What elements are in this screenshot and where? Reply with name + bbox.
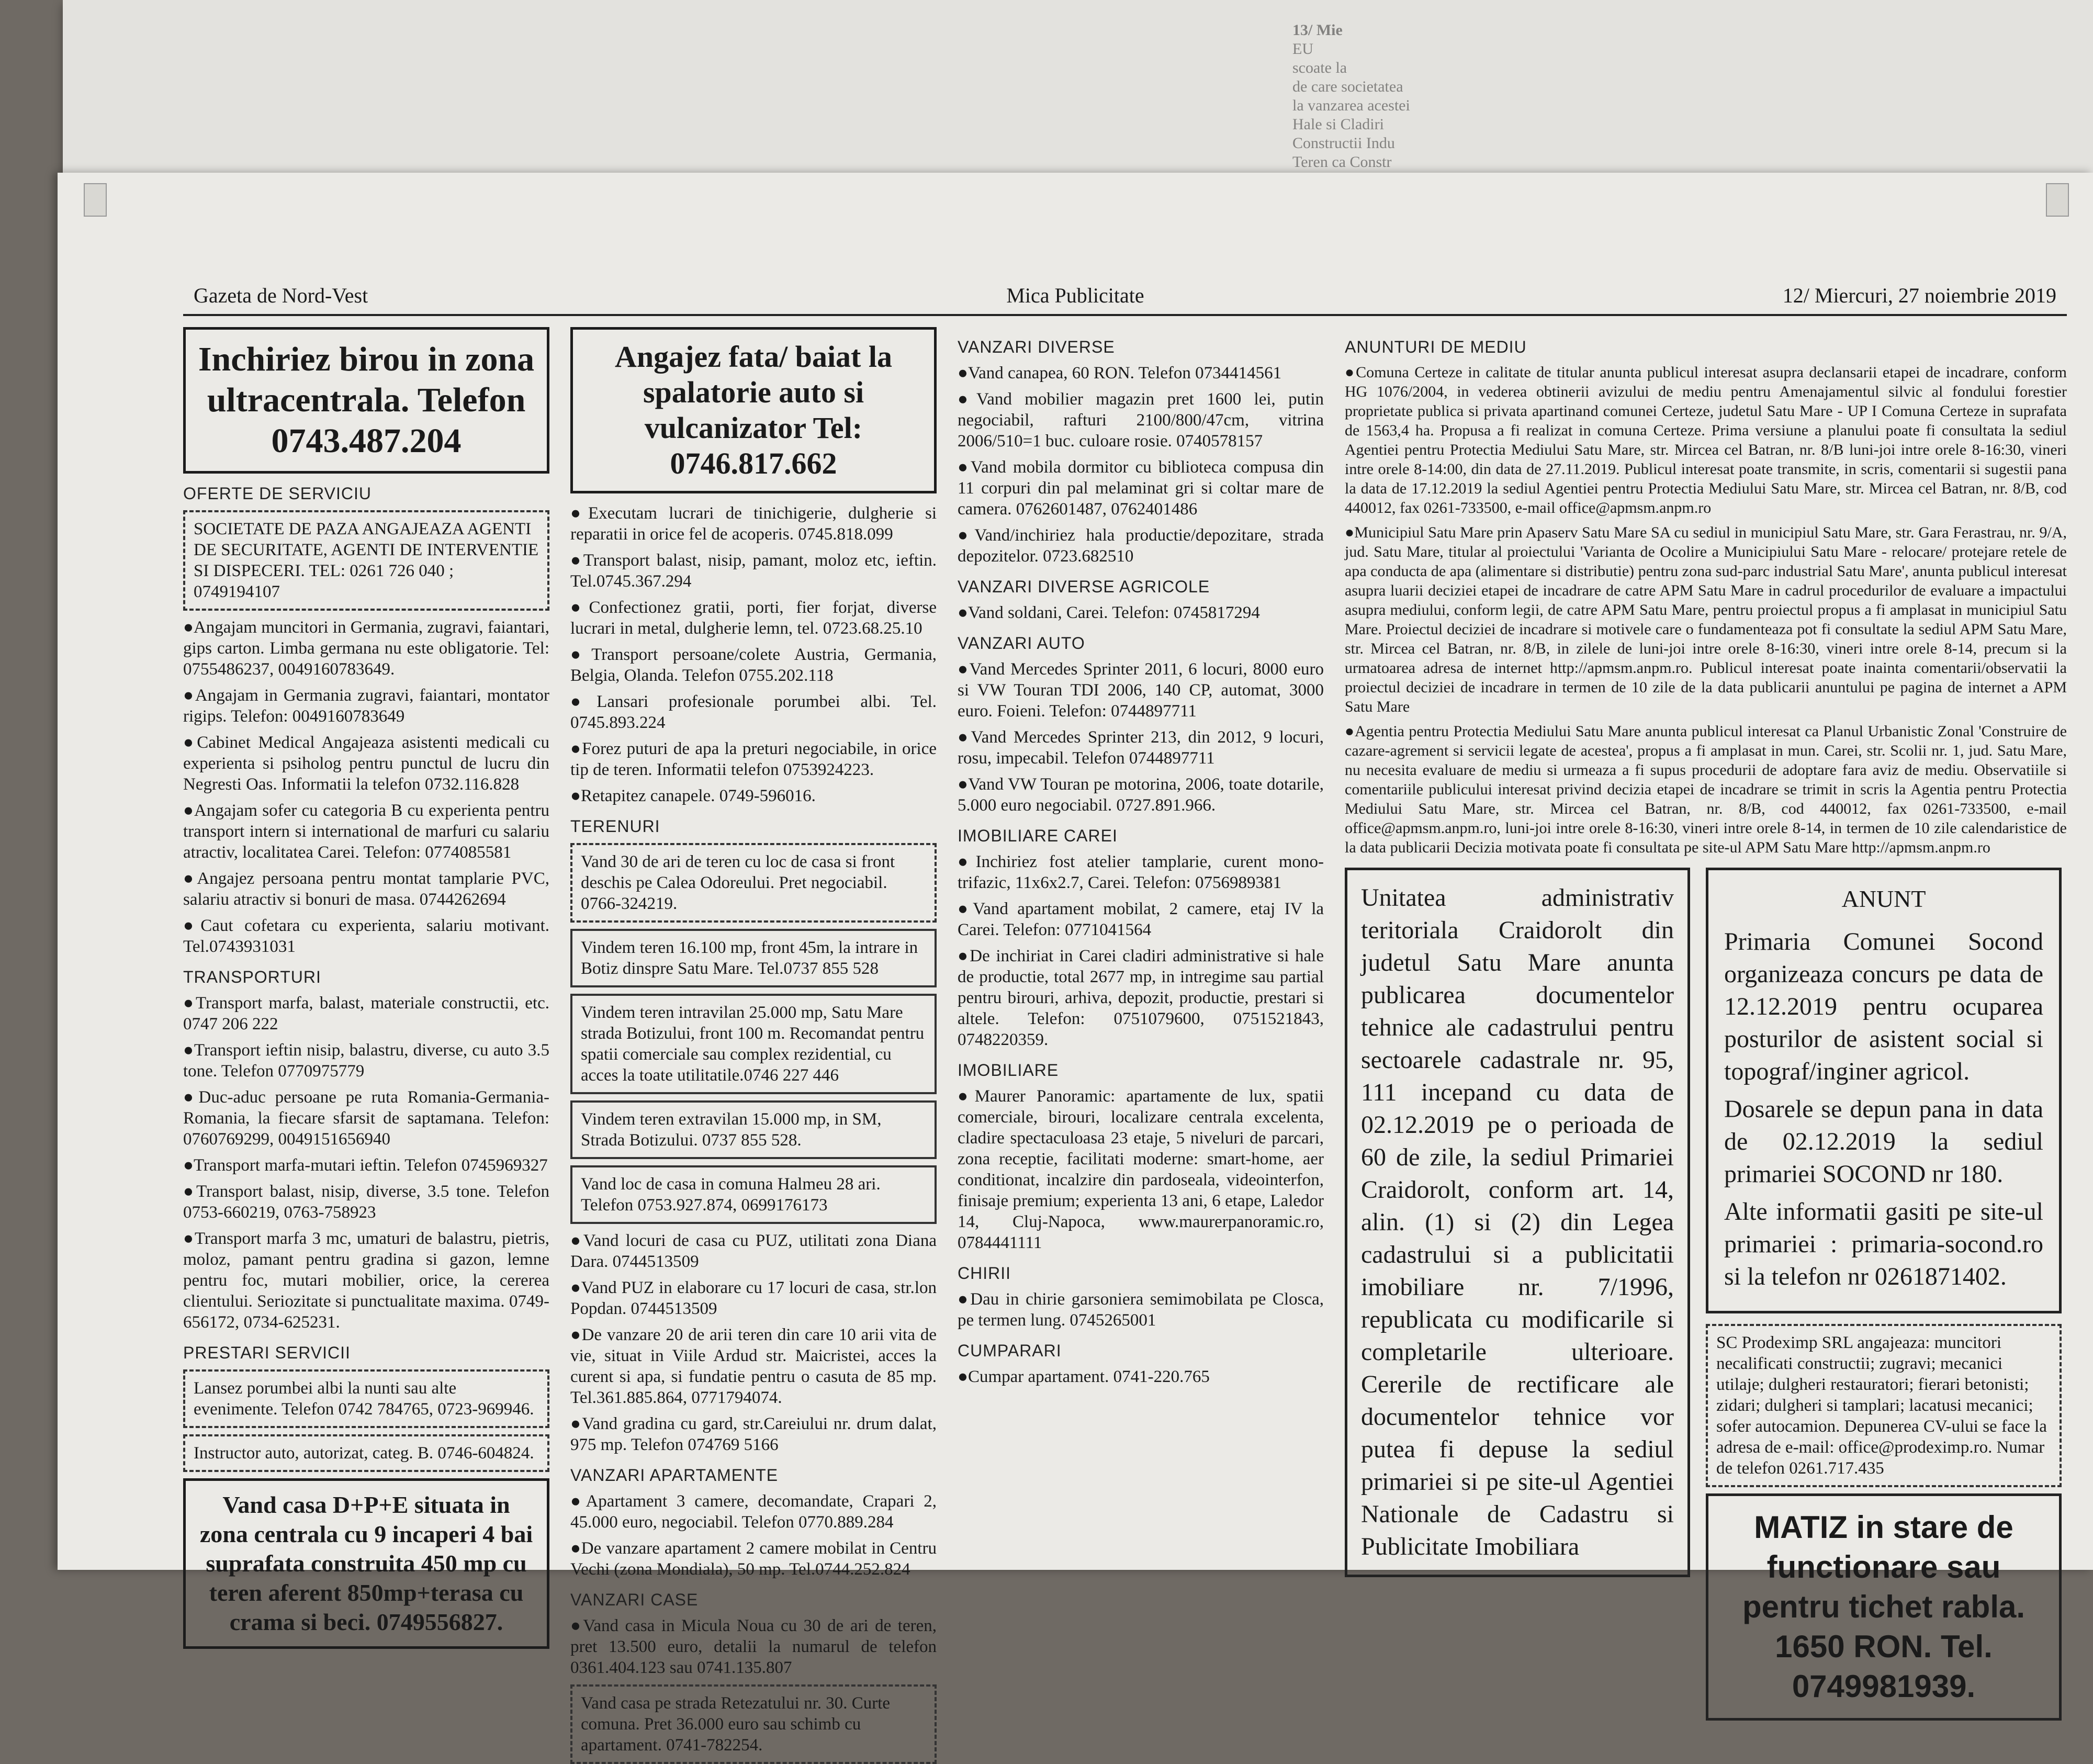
list-item: ● Apartament 3 camere, decomandate, Crapari 2, 45.000 euro, negociabil. Telefon 0770.889.284 — [570, 1491, 937, 1533]
back-page-line: scoate la — [1292, 59, 1347, 76]
ad-instructor: Instructor auto, autorizat, categ. B. 0746-604824. — [183, 1434, 549, 1472]
column-4 — [1345, 327, 2067, 1704]
ad-prodeximp: SC Prodeximp SRL angajeaza: muncitori necalificati constructii; zugravi; mecanici utilaje; dulgheri restauratori; fierari betonisti; zidari; dulgheri si tamplari; lacatusi mecanici; sofer autocamion. Depunerea CV-ului se face la adresa de e-mail: office@prodeximp.ro. Numar de telefon 0261.717.435 — [1706, 1324, 2062, 1487]
back-newspaper-page — [63, 0, 2093, 173]
ad-anunt-socond — [1706, 868, 2062, 1313]
list-item: ● Angajez persoana pentru montat tamplarie PVC, salariu atractiv si bonuri de masa. 0744262694 — [183, 868, 549, 910]
list-item: Alte informatii gasiti pe site-ul primariei : primaria-socond.ro si la telefon nr 0261871402. — [1724, 1198, 2043, 1290]
back-page-line: la vanzarea acestei — [1292, 97, 1410, 114]
column-3 — [958, 327, 1324, 1478]
list-item: ● Vand Mercedes Sprinter 2011, 6 locuri, 8000 euro si VW Touran TDI 2006, 140 CP, automat, 3000 euro. Foieni. Telefon: 0744897711 — [958, 659, 1324, 722]
list-item: ● Vand canapea, 60 RON. Telefon 0734414561 — [958, 363, 1324, 384]
section-cumparari: CUMPARARI — [958, 1341, 1062, 1360]
ad-birou: Inchiriez birou in zona ultracentrala. Telefon 0743.487.204 — [183, 327, 549, 474]
back-page-line: EU — [1292, 40, 1313, 58]
section-mediu: ANUNTURI DE MEDIU — [1345, 338, 1527, 356]
ad-casa-dpe: Vand casa D+P+E situata in zona centrala cu 9 incaperi 4 bai suprafata construita 450 mp cu teren aferent 850mp+terasa cu crama si beci. 0749556827. — [183, 1478, 549, 1649]
list-item: ● Lansari profesionale porumbei albi. Tel. 0745.893.224 — [570, 691, 937, 733]
back-page-line: Hale si Cladiri — [1292, 116, 1384, 133]
back-page-line: Constructii Indu — [1292, 134, 1395, 152]
section-diverse: VANZARI DIVERSE — [958, 338, 1115, 356]
ad-casa-retezat: Vand casa pe strada Retezatului nr. 30. Curte comuna. Pret 36.000 euro sau schimb cu apartament. 0741-782254. — [570, 1684, 937, 1764]
ad-teren-9: ● Vand gradina cu gard, str.Careiului nr. drum dalat, 975 mp. Telefon 074769 5166 — [570, 1413, 937, 1455]
list-item: ● Angajam in Germania zugravi, faiantari, montator rigips. Telefon: 0049160783649 — [183, 685, 549, 727]
newspaper-page — [183, 277, 2067, 1755]
section-imobiliare: IMOBILIARE — [958, 1061, 1059, 1080]
list-item: ● De vanzare apartament 2 camere mobilat in Centru Vechi (zona Mondiala), 50 mp. Tel.0744.252.824 — [570, 1538, 937, 1580]
notices-right — [1706, 868, 2062, 1721]
back-page-line: Teren ca Constr — [1292, 153, 1392, 171]
binder-tab — [2046, 183, 2069, 217]
list-item: ● Transport balast, nisip, pamant, moloz etc, ieftin. Tel.0745.367.294 — [570, 550, 937, 592]
section-chirii: CHIRII — [958, 1264, 1011, 1283]
notices-left — [1345, 868, 1690, 1721]
ad-teren-7: ● Vand PUZ in elaborare cu 17 locuri de casa, str.lon Popdan. 0744513509 — [570, 1277, 937, 1319]
ad-teren-2: Vindem teren 16.100 mp, front 45m, la intrare in Botiz dinspre Satu Mare. Tel.0737 855 528 — [570, 929, 937, 987]
ad-societate-paza: SOCIETATE DE PAZA ANGAJEAZA AGENTI DE SECURITATE, AGENTI DE INTERVENTIE SI DISPECERI. TEL: 0261 726 040 ; 0749194107 — [183, 510, 549, 611]
list-item: ● Retapitez canapele. 0749-596016. — [570, 785, 937, 806]
apartamente-list — [570, 1491, 937, 1580]
list-item: ● Vand mobilier magazin pret 1600 lei, putin negociabil, rafturi 2100/800/47cm, vitrina 2006/510=1 buc. culoare rosie. 0740578157 — [958, 389, 1324, 452]
list-item: ● Vand VW Touran pe motorina, 2006, toate dotarile, 5.000 euro negociabil. 0727.891.966. — [958, 774, 1324, 816]
ad-soldani: ● Vand soldani, Carei. Telefon: 0745817294 — [958, 602, 1324, 623]
section-terenuri: TERENURI — [570, 817, 660, 836]
list-item: ● Transport persoane/colete Austria, Germania, Belgia, Olanda. Telefon 0755.202.118 — [570, 644, 937, 686]
section-prestari: PRESTARI SERVICII — [183, 1343, 351, 1362]
ad-porumbei: Lansez porumbei albi la nunti sau alte evenimente. Telefon 0742 784765, 0723-969946. — [183, 1369, 549, 1428]
ad-cumpar: ● Cumpar apartament. 0741-220.765 — [958, 1366, 1324, 1387]
diverse-list — [958, 363, 1324, 567]
list-item: ● De inchiriat in Carei cladiri administrative si hale de productie, total 2677 mp, in intregime sau partial pentru birouri, arhiva, depozit, productie, prestari si altele. Telefon: 0751079600, 0751521843, 0748220359. — [958, 946, 1324, 1050]
publication-name: Gazeta de Nord-Vest — [194, 284, 368, 307]
section-transport: TRANSPORTURI — [183, 968, 321, 986]
ad-teren-6: ● Vand locuri de casa cu PUZ, utilitati zona Diana Dara. 0744513509 — [570, 1230, 937, 1272]
ad-spalatorie: Angajez fata/ baiat la spalatorie auto si vulcanizator Tel: 0746.817.662 — [570, 327, 937, 493]
servicii-list — [570, 503, 937, 806]
imob-list — [958, 851, 1324, 1050]
ad-teren-3: Vindem teren intravilan 25.000 mp, Satu Mare strada Botizului, front 100 m. Recomandat pentru spatii comerciale sau complex rezidential, cu acces la toate utilitatile.0746 227 446 — [570, 994, 937, 1094]
ad-garsoniera: ● Dau in chirie garsoniera semimobilata pe Closca, pe termen lung. 0745265001 — [958, 1289, 1324, 1331]
anunt-body — [1724, 926, 2043, 1293]
column-2 — [570, 327, 937, 1755]
list-item: ● Caut cofetara cu experienta, salariu motivant. Tel.0743931031 — [183, 915, 549, 957]
mediu-list — [1345, 363, 2067, 857]
list-item: ● Vand mobila dormitor cu biblioteca compusa din 11 corpuri din pal melaminat gri si coltar mare de camera. 0762601487, 0762401486 — [958, 457, 1324, 520]
list-item: Primaria Comunei Socond organizeaza concurs pe data de 12.12.2019 pentru ocuparea posturilor de asistent social si topograf/inginer agricol. — [1724, 928, 2043, 1085]
section-title: Mica Publicitate — [1006, 284, 1144, 307]
list-item: ● Duc-aduc persoane pe ruta Romania-Germania-Romania, la fiecare sfarsit de saptamana. Telefon: 0760769299, 0049151656940 — [183, 1087, 549, 1150]
list-item: ● Vand/inchiriez hala productie/depozitare, strada depozitelor. 0723.682510 — [958, 525, 1324, 567]
transport-list — [183, 993, 549, 1333]
ad-maurer: ● Maurer Panoramic: apartamente de lux, spatii comerciale, birouri, localizare centrala excelenta, cladire spectaculoasa 23 etaje, 5 niveluri de parcari, zona receptie, facilitati moderne: smart-home, aer conditionat, incalzire din pardoseala, videointerfon, finisaje premium; experienta 13 ani, 6 etape, Laledor 14, Cluj-Napoca, www.maurerpanoramic.ro, 0784441111 — [958, 1086, 1324, 1253]
list-item: ● Municipiul Satu Mare prin Apaserv Satu Mare SA cu sediul in municipiul Satu Mare, str. Gara Ferastrau, nr. 9/A, jud. Satu Mare, titular al proiectului 'Varianta de Ocolire a Municipiului Satu Mare - relocare/ protejare retele de apa conducta de apa (alimentare si distributie) pentru zona sud-parc industrial Satu Mare', anunta publicul interesat asupra luarii deciziei etapei de incadrare de catre APM Satu Mare in cadrul procedurilor de evaluare a impactului asupra mediului, conform legii, de catre APM Satu Mare, pentru proiectul propus a fi amplasat in municipiul Satu Mare. Proiectul deciziei de incadrare si motivele care o fundamenteaza pot fi consultate la sediul APM Satu Mare, str. Mircea cel Batran, nr. 8/B, in zilele de luni-joi intre orele 8-16:30, vineri intre orele 8-14, precum si la urmatoarea adresa de internet http://apmsm.anpm.ro. Publicul interesat poate inainta comentarii/observatii la proiectul deciziei de incadrare in termen de 10 zile de la data publicarii anuntului pe pagina de internet a APM Satu Mare — [1345, 523, 2067, 716]
list-item: ● Angajam muncitori in Germania, zugravi, faiantari, gips carton. Limba germana nu este obligatorie. Tel: 0755486237, 0049160783649. — [183, 617, 549, 680]
list-item: ● Transport marfa-mutari ieftin. Telefon 0745969327 — [183, 1155, 549, 1176]
section-auto: VANZARI AUTO — [958, 634, 1085, 653]
list-item: ● Vand Mercedes Sprinter 213, din 2012, 9 locuri, rosu, impecabil. Telefon 0744897711 — [958, 727, 1324, 769]
section-oferte: OFERTE DE SERVICIU — [183, 484, 372, 503]
list-item: ● Comuna Certeze in calitate de titular anunta publicul interesat asupra declansarii etapei de incadrare, conform HG 1076/2004, in vederea obtinerii avizului de mediu pentru Amenajamentul silvic al fondului forestier proprietate publica si privata apartinand comunei Certeze, judetul Satu Mare - UP I Comuna Certeze in suprafata de 1563,4 ha. Propusa a fi realizat in comuna Certeze. Prima versiune a planului poate fi consultata la sediul Agentiei pentru Protectia Mediului Satu Mare, str. Mircea cel Batran, nr. 8/B luni-joi intre orele 8-16:30, vineri intre orele 8-14:00, din data de 27.11.2019. Publicul interesat poate transmite, in scris, comentarii si sugestii pana la data de 17.12.2019 la sediul Agentiei pentru Protectia Mediului Satu Mare, str. Mircea cel Batran, nr. 8/B, cod 440012, fax 0261-733500, e-mail office@apmsm.anpm.ro — [1345, 363, 2067, 518]
list-item: ● Transport marfa, balast, materiale constructii, etc. 0747 206 222 — [183, 993, 549, 1035]
section-case: VANZARI CASE — [570, 1590, 699, 1609]
anunt-title: ANUNT — [1841, 885, 1926, 912]
ad-casa-micula: ● Vand casa in Micula Noua cu 30 de ari de teren, pret 13.500 euro, detalii la numarul de telefon 0361.404.123 sau 0741.135.807 — [570, 1615, 937, 1678]
list-item: ● Transport balast, nisip, diverse, 3.5 tone. Telefon 0753-660219, 0763-758923 — [183, 1181, 549, 1223]
list-item: ● Agentia pentru Protectia Mediului Satu Mare anunta publicul interesat ca Planul Urbanistic Zonal 'Construire de cazare-agrement si servicii legate de acestea', propus a fi amplasat in mun. Carei, str. Scolii nr. 1, jud. Satu Mare, nu necesita evaluare de mediu si urmeaza a fi supus procedurii de adoptare fara aviz de mediu. Observatiile si comentariile publicului interesat privind decizia etapei de incadrare se trimit in scris la Agentia pentru Protectia Mediului Satu Mare, str. Mircea cel Batran, nr. 8/B, cod 440012, fax 0261-733500, e-mail office@apmsm.anpm.ro, luni-joi intre orele 8-16:30, vineri intre orele 8-14, in termen de 10 zile calendaristice de la data publicarii Decizia motivata poate fi consultata pe site-ul APM Satu Mare http://apmsm.anpm.ro — [1345, 722, 2067, 857]
page-date: 12/ Miercuri, 27 noiembrie 2019 — [1782, 284, 2056, 307]
back-page-line: de care societatea — [1292, 78, 1403, 95]
list-item: ● Confectionez gratii, porti, fier forjat, diverse lucrari in metal, dulgherie lemn, tel. 0723.68.25.10 — [570, 597, 937, 639]
list-item: ● Vand apartament mobilat, 2 camere, etaj IV la Carei. Telefon: 0771041564 — [958, 898, 1324, 940]
list-item: ● Inchiriez fost atelier tamplarie, curent mono-trifazic, 11x6x2.7, Carei. Telefon: 0756989381 — [958, 851, 1324, 893]
list-item: ● Transport ieftin nisip, balastru, diverse, cu auto 3.5 tone. Telefon 0770975779 — [183, 1040, 549, 1082]
newspaper-sheet — [58, 173, 2093, 1755]
ad-teren-1: Vand 30 de ari de teren cu loc de casa si front deschis pe Calea Odoreului. Pret negociabil. 0766-324219. — [570, 843, 937, 923]
ad-matiz: MATIZ in stare de functionare sau pentru tichet rabla. 1650 RON. Tel. 0749981939. — [1706, 1493, 2062, 1721]
section-imobiliare-carei: IMOBILIARE CAREI — [958, 826, 1118, 845]
notices-row — [1345, 868, 2067, 1721]
list-item: ● Executam lucrari de tinichigerie, dulgherie si reparatii in orice fel de acoperis. 0745.818.099 — [570, 503, 937, 545]
ad-uat-craidorolt: Unitatea administrativ teritoriala Craidorolt din judetul Satu Mare anunta publicarea documentelor tehnice ale cadastrului pentru sectoarele cadastrale nr. 95, 111 incepand cu data de 02.12.2019 pe o perioada de 60 de zile, la sediul Primariei Craidorolt, conform art. 14, alin. (1) si (2) din Legea cadastrului si a publicitatii imobiliare nr. 7/1996, republicata cu modificarile si completarile ulterioare. Cererile de rectificare ale documentelor tehnice vor putea fi depuse la sediul primariei si pe site-ul Agentiei Nationale de Cadastru si Publicitate Imobiliara — [1345, 868, 1690, 1577]
section-apartamente: VANZARI APARTAMENTE — [570, 1466, 779, 1485]
list-item: ● Forez puturi de apa la preturi negociabile, in orice tip de teren. Informatii telefon 0753924223. — [570, 738, 937, 780]
ad-teren-8: ● De vanzare 20 de arii teren din care 10 arii vita de vie, situat in Viile Ardud str. Maicristei, acces la curent si apa, si fundatie pentru o casuta de 85 mp. Tel.361.885.864, 0771794074. — [570, 1324, 937, 1408]
ad-teren-5: Vand loc de casa in comuna Halmeu 28 ari. Telefon 0753.927.874, 0699176173 — [570, 1165, 937, 1224]
section-agricole: VANZARI DIVERSE AGRICOLE — [958, 577, 1210, 596]
list-item: ● Transport marfa 3 mc, umaturi de balastru, pietris, moloz, pamant pentru gradina si gazon, lemne pentru foc, mutari mobilier, orice, la cererea clientului. Seriozitate si punctualitate maxima. 0749-656172, 0734-625231. — [183, 1228, 549, 1333]
back-page-label: 13/ Mie — [1292, 21, 1343, 39]
column-1 — [183, 327, 550, 1635]
ad-teren-4: Vindem teren extravilan 15.000 mp, in SM, Strada Botizului. 0737 855 528. — [570, 1100, 937, 1159]
oferte-list — [183, 617, 549, 957]
page-header — [183, 277, 2067, 316]
list-item: ● Angajam sofer cu categoria B cu experienta pentru transport intern si international de marfuri cu salariu atractiv, localitatea Carei. Telefon: 0774085581 — [183, 800, 549, 863]
list-item: Dosarele se depun pana in data de 02.12.2019 la sediul primariei SOCOND nr 180. — [1724, 1095, 2043, 1188]
auto-list — [958, 659, 1324, 816]
list-item: ● Cabinet Medical Angajeaza asistenti medicali cu experienta si psiholog pentru punctul de lucru din Negresti Oas. Informatii la telefon 0732.116.828 — [183, 732, 549, 795]
binder-tab — [84, 183, 107, 217]
